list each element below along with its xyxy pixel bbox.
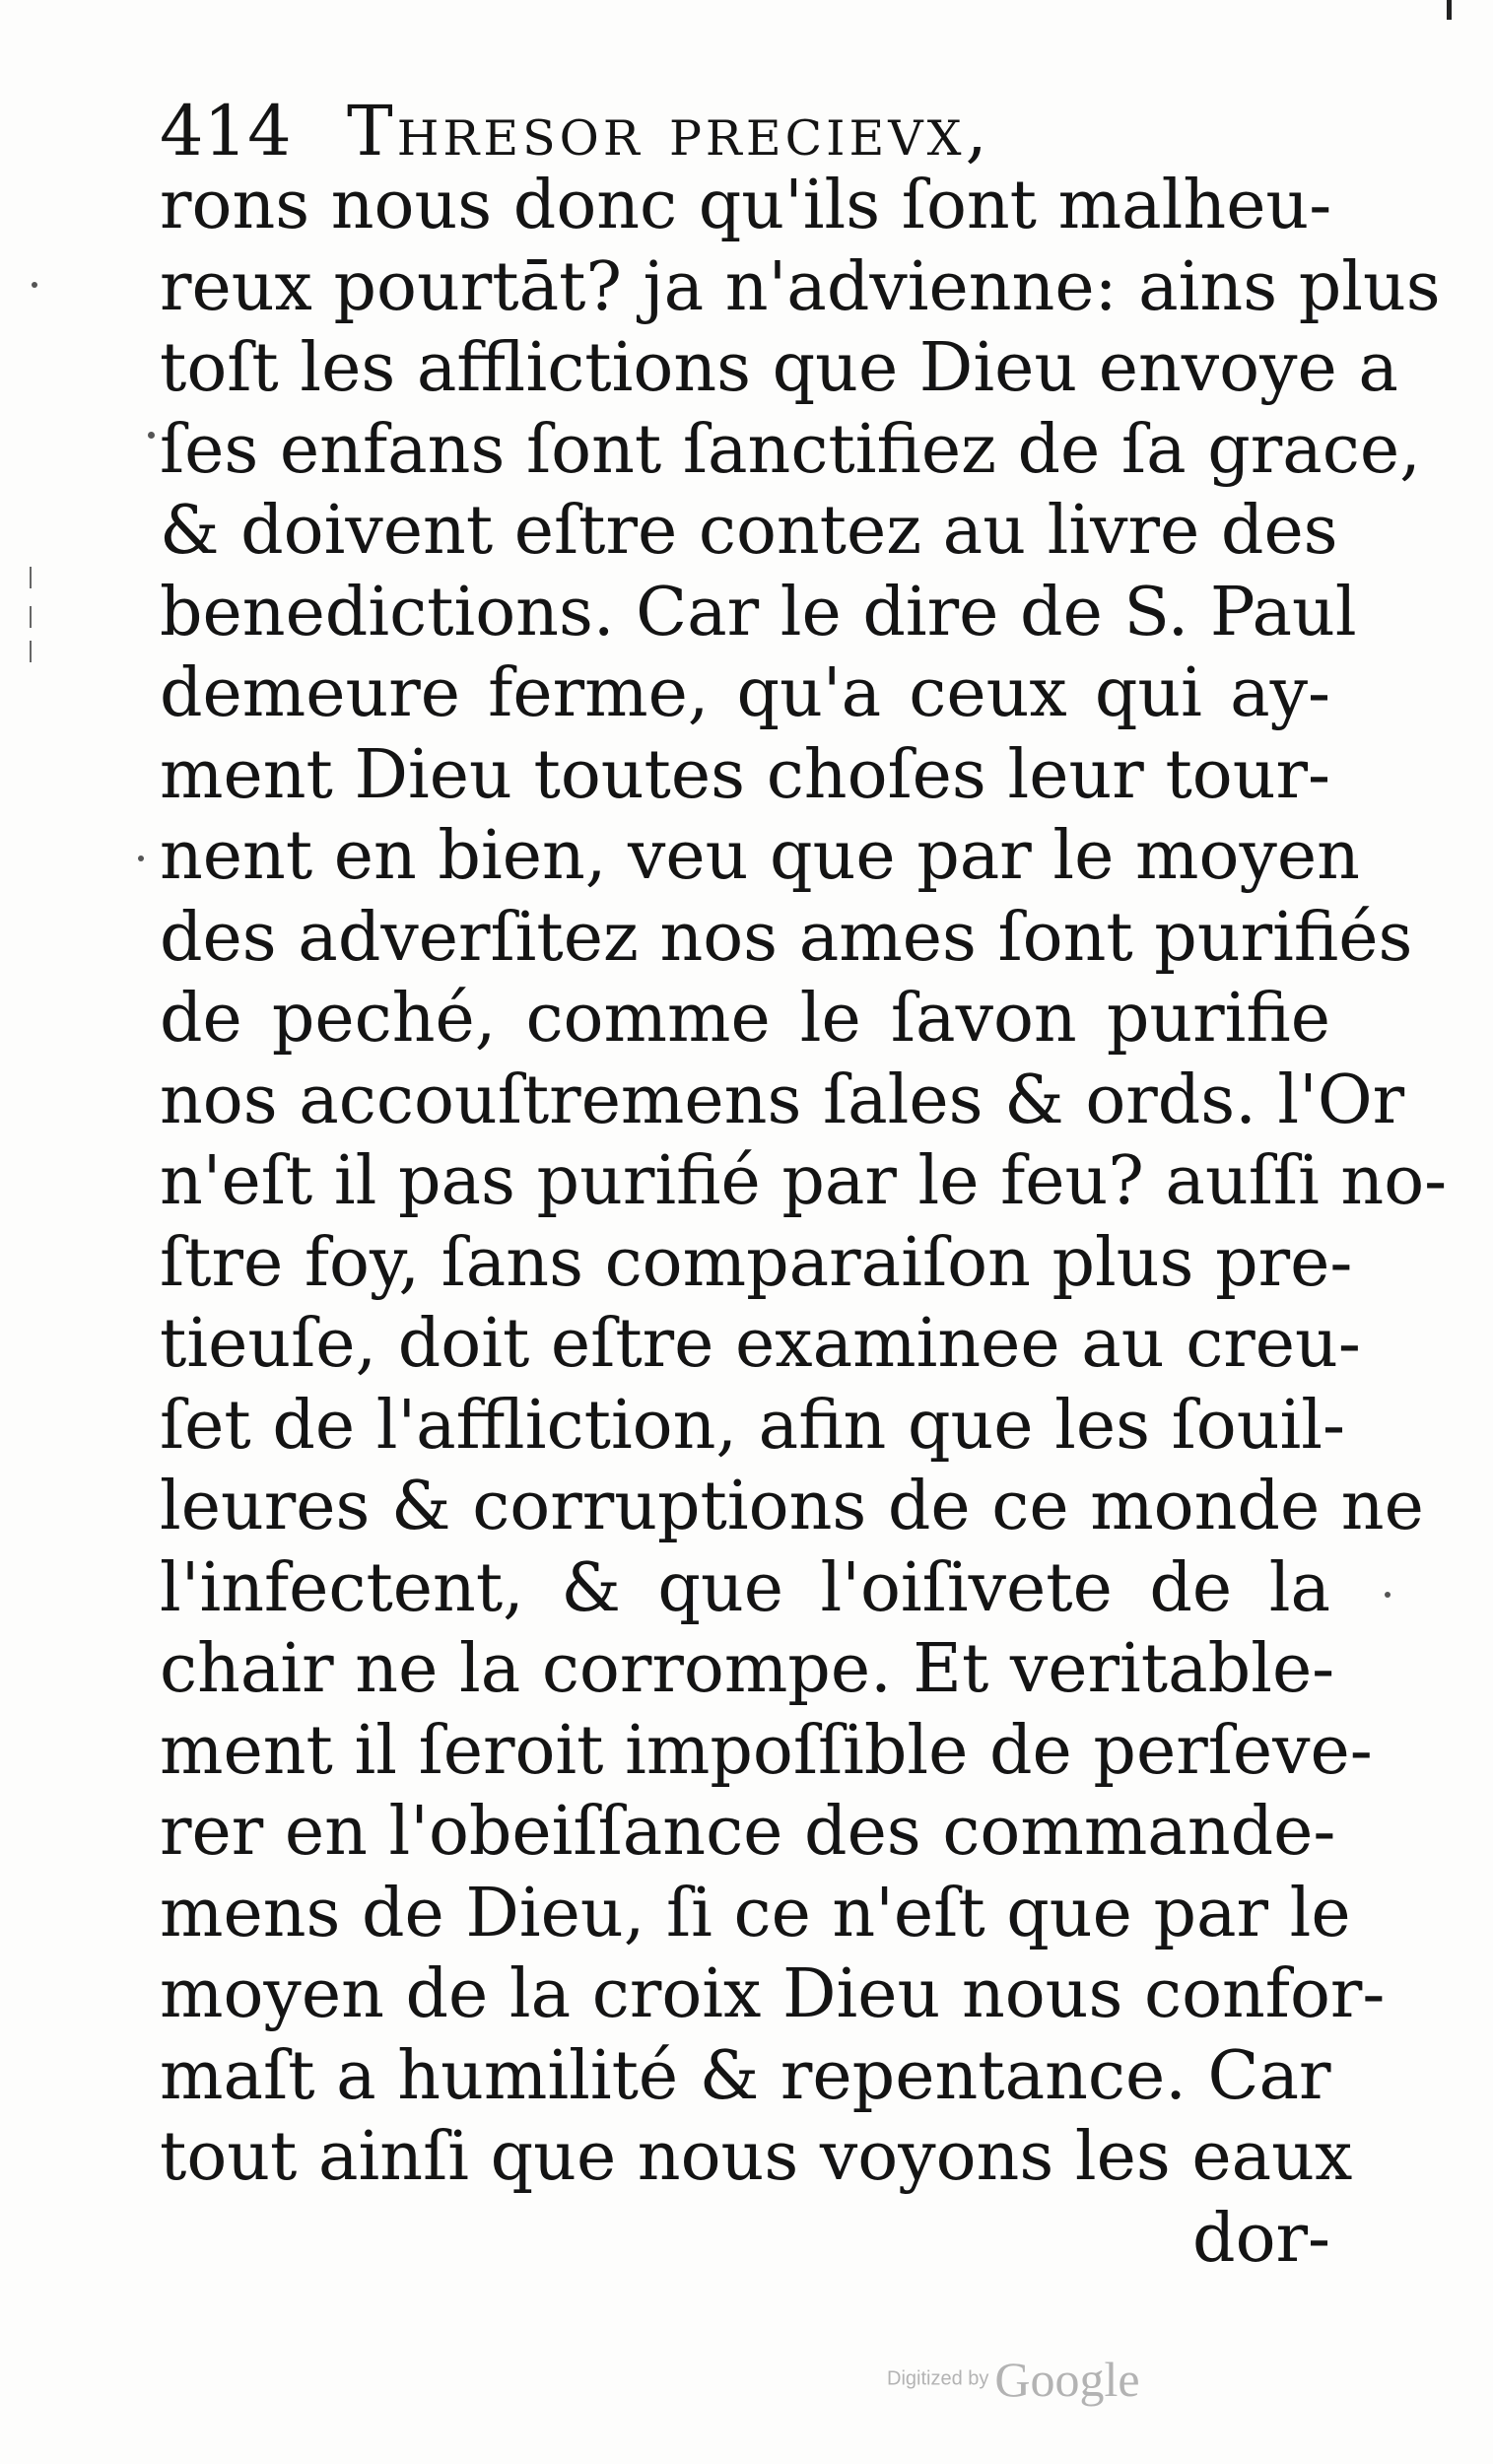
text-line: des adverſitez nos ames ſont purifiés (160, 898, 1413, 977)
text-line: moyen de la croix Dieu nous confor- (160, 1955, 1386, 2033)
text-line: ment il ſeroit impoſſible de perſeve- (160, 1711, 1373, 1790)
text-line: de peché, comme le ſavon purifie (160, 980, 1330, 1058)
text-line: demeure ferme, qu'a ceux qui ay- (160, 654, 1330, 732)
text-line: chair ne la corrompe. Et veritable- (160, 1630, 1335, 1708)
catchword: dor- (1192, 2199, 1330, 2278)
text-line: ment Dieu toutes choſes leur tour- (160, 735, 1330, 814)
text-line: & doivent eſtre contez au livre des (160, 492, 1338, 570)
text-line: ſtre foy, ſans comparaiſon plus pre- (160, 1223, 1353, 1302)
running-title: Thresor precievx, (347, 91, 991, 171)
margin-mark (30, 606, 32, 628)
text-line: tieuſe, doit eſtre examinee au creu- (160, 1305, 1361, 1383)
google-logo: Google (994, 2352, 1140, 2407)
ink-speck (138, 856, 144, 861)
text-line: rer en l'obeiſſance des commande- (160, 1793, 1336, 1871)
text-line: maſt a humilité & repentance. Car (160, 2036, 1331, 2115)
page-number: 414 (160, 91, 292, 171)
margin-mark (30, 641, 32, 662)
ink-speck (148, 432, 155, 439)
digitized-by-watermark (887, 2351, 1202, 2410)
text-line: toſt les afflictions que Dieu envoye a (160, 329, 1398, 407)
digitized-by-label: Digitized by (887, 2367, 989, 2390)
text-line: nent en bien, veu que par le moyen (160, 817, 1360, 895)
text-line: mens de Dieu, ſi ce n'eſt que par le (160, 1874, 1351, 1952)
text-line: tout ainſi que nous voyons les eaux (160, 2118, 1353, 2196)
text-line: leures & corruptions de ce monde ne (160, 1468, 1424, 1545)
text-line: n'eſt il pas purifié par le feu? auſſi no- (160, 1142, 1448, 1220)
margin-mark (30, 567, 32, 588)
text-line: ſet de l'affliction, afin que les ſouil- (160, 1386, 1346, 1465)
text-line: ſes enfans ſont ſanctifiez de ſa grace, (160, 410, 1421, 489)
text-line: benedictions. Car le dire de S. Paul (160, 573, 1357, 651)
text-line: nos accouſtremens ſales & ords. l'Or (160, 1061, 1405, 1139)
body-text (160, 166, 1448, 2280)
ink-speck (1385, 1592, 1391, 1598)
text-line: rons nous donc qu'ils ſont malheu- (160, 167, 1332, 244)
text-line: l'infectent, & que l'oiſivete de la (160, 1548, 1330, 1627)
text-line: reux pourtāt? ja n'advienne: ains plus (160, 247, 1441, 326)
page-edge-mark (1447, 0, 1452, 20)
ink-speck (32, 282, 37, 288)
